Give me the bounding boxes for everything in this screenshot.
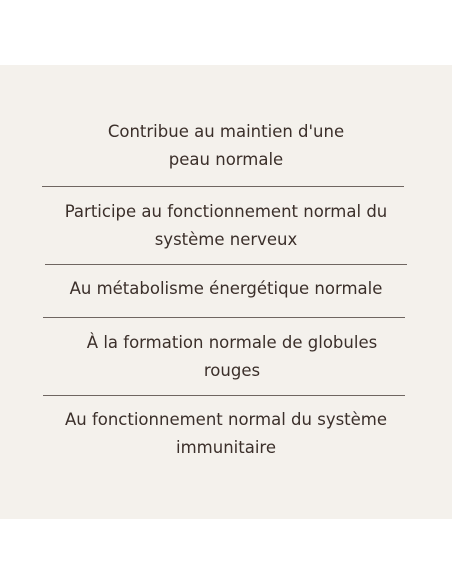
- benefit-line: rouges: [203, 361, 261, 380]
- benefit-item-energy-metabolism: [0, 275, 452, 303]
- benefit-line: Au métabolisme énergétique normale: [69, 279, 383, 298]
- benefit-line: Participe au fonctionnement normal du: [64, 202, 388, 221]
- benefit-item-skin: [0, 118, 452, 174]
- benefit-item-nervous-system: [0, 198, 452, 254]
- benefit-item-red-blood-cells: [6, 329, 452, 385]
- benefit-line: Contribue au maintien d'une: [107, 122, 345, 141]
- benefit-line: peau normale: [168, 150, 284, 169]
- benefit-line: À la formation normale de globules: [86, 333, 378, 352]
- benefit-line: immunitaire: [176, 438, 276, 457]
- divider: [43, 395, 405, 396]
- divider: [45, 264, 407, 265]
- divider: [43, 317, 405, 318]
- benefit-line: système nerveux: [154, 230, 298, 249]
- benefits-panel: [0, 65, 452, 519]
- benefit-item-immune-system: [0, 406, 452, 462]
- benefit-line: Au fonctionnement normal du système: [64, 410, 388, 429]
- divider: [42, 186, 404, 187]
